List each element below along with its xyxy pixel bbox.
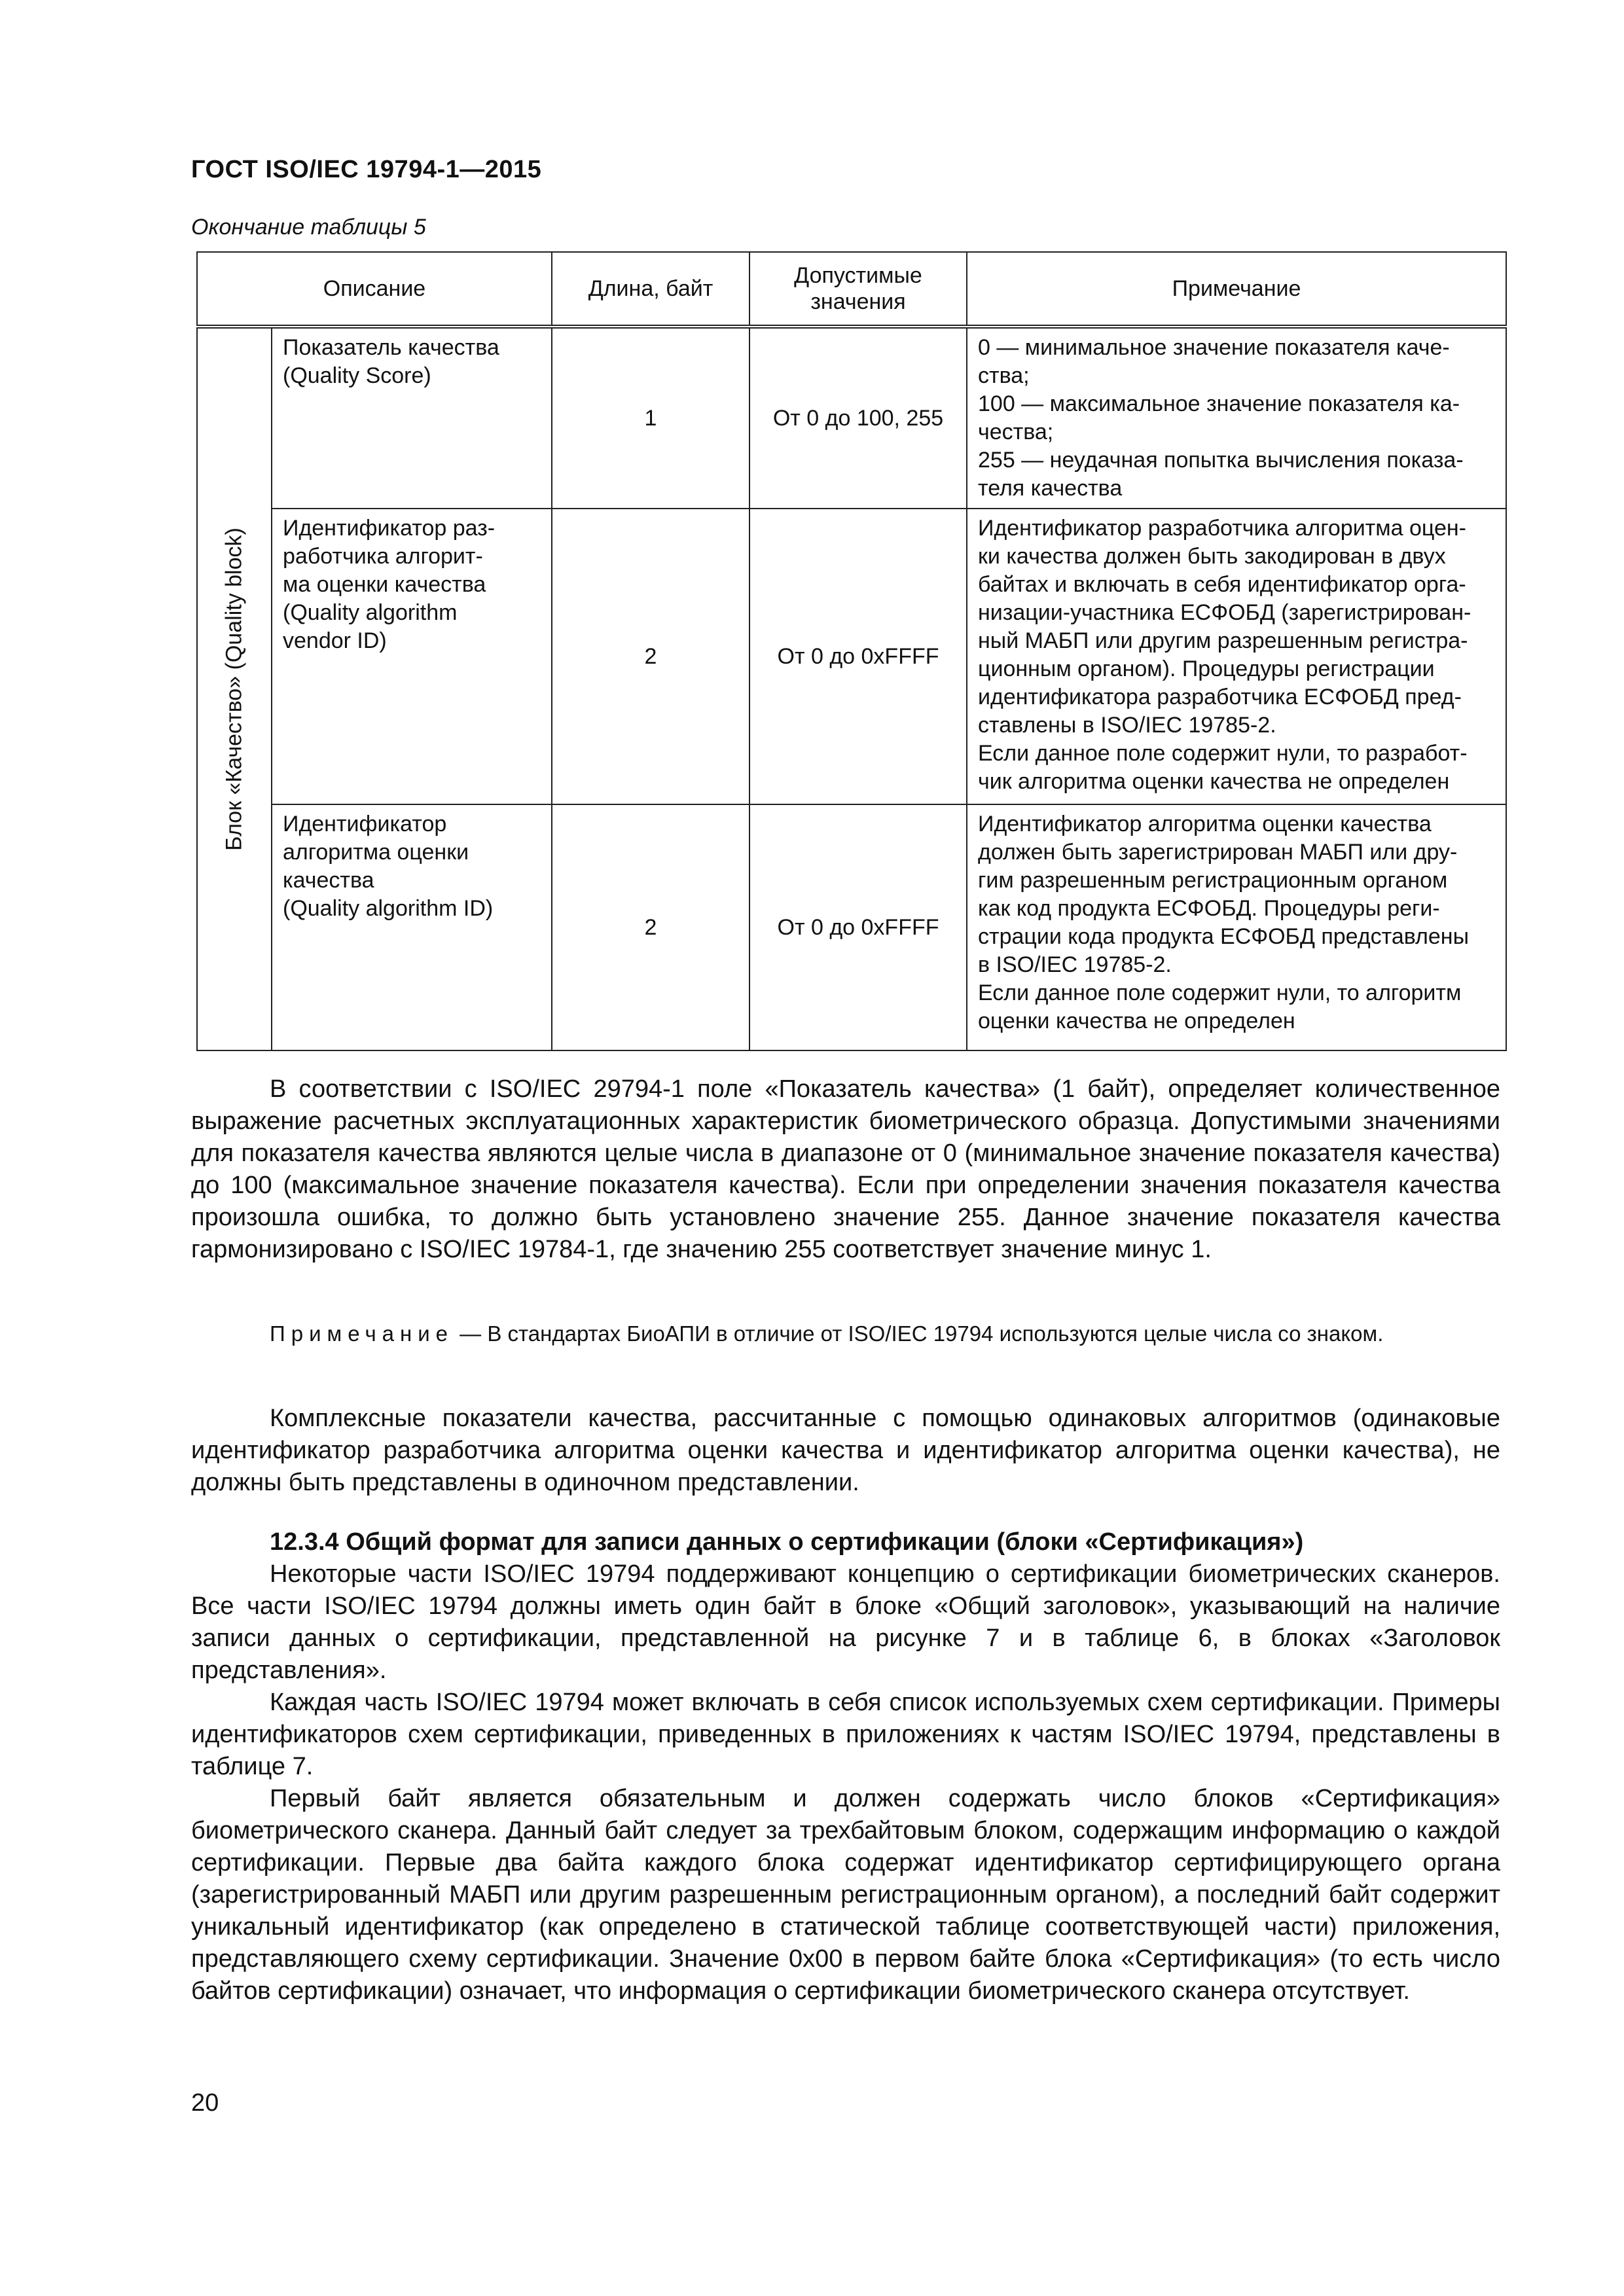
table-row [197, 804, 1506, 1050]
group-label: Блок «Качество» (Quality block) [221, 528, 247, 851]
body-paragraph: Первый байт является обязательным и должен содержать число блоков «Сертификация» биометрического сканера. Данный байт следует за трехбайтовым блоком, содержащим информацию о каждой сертификации. Первые два байта каждого блока содержат идентификатор сертифицирующего органа (зарегистрированный МАБП или другим разрешенным регистрационным органом), а последний байт содержит уникальный идентификатор (как определено в статической таблице соответствующей части) приложения, представляющего схему сертификации. Значение 0x00 в первом байте блока «Сертификация» (то есть число байтов сертификации) означает, что информация о сертификации биометрического сканера отсутствует. [191, 1785, 1500, 2005]
row-length: 2 [552, 804, 749, 1050]
document-title: ГОСТ ISO/IEC 19794-1—2015 [191, 156, 542, 183]
body-paragraph-1-wrap [191, 1073, 1500, 1266]
row-note: 0 — минимальное значение показателя каче- ства; 100 — максимальное значение показателя ка- чества; 255 — неудачная попытка вычисления показа- теля качества [967, 327, 1506, 509]
row-values: От 0 до 100, 255 [749, 327, 967, 509]
group-label-cell [197, 327, 272, 1050]
spec-table [196, 251, 1507, 1051]
section-heading: 12.3.4 Общий формат для записи данных о сертификации (блоки «Сертификация») [270, 1528, 1304, 1556]
section-block [191, 1526, 1500, 2007]
row-note: Идентификатор алгоритма оценки качества должен быть зарегистрирован МАБП или дру- гим разрешенным регистрационным органом как код продукта ЕСФОБД. Процедуры реги- страции кода продукта ЕСФОБД представлены в ISO/IEC 19785-2. Если данное поле содержит нули, то алгоритм оценки качества не определен [967, 804, 1506, 1050]
row-values: От 0 до 0xFFFF [749, 804, 967, 1050]
page-number: 20 [191, 2089, 219, 2117]
row-description: Идентификатор раз- работчика алгорит- ма оценки качества (Quality algorithm vendor ID) [272, 509, 552, 804]
row-length: 2 [552, 509, 749, 804]
row-values: От 0 до 0xFFFF [749, 509, 967, 804]
table-caption: Окончание таблицы 5 [191, 215, 426, 240]
col-header-note: Примечание [967, 252, 1506, 327]
body-paragraph: Некоторые части ISO/IEC 19794 поддерживают концепцию о сертификации биометрических сканеров. Все части ISO/IEC 19794 должны иметь один байт в блоке «Общий заголовок», указывающий на наличие записи данных о сертификации, представленной на рисунке 7 и в таблице 6, в блоках «Заголовок представления». [191, 1560, 1500, 1684]
note-block [191, 1319, 1500, 1348]
table-row [197, 509, 1506, 804]
body-paragraph-2-wrap [191, 1403, 1500, 1499]
row-length: 1 [552, 327, 749, 509]
row-description: Показатель качества (Quality Score) [272, 327, 552, 509]
body-paragraph: Каждая часть ISO/IEC 19794 может включать в себя список используемых схем сертификации. Примеры идентификаторов схем сертификации, приведенных в приложениях к частям ISO/IEC 19794, представлены в таблице 7. [191, 1689, 1500, 1780]
body-paragraph: В соответствии с ISO/IEC 29794-1 поле «Показатель качества» (1 байт), определяет количественное выражение расчетных эксплуатационных характеристик биометрического образца. Допустимыми значениями для показателя качества являются целые числа в диапазоне от 0 (минимальное значение показателя качества) до 100 (максимальное значение показателя качества). Если при определении значения показателя качества произошла ошибка, то должно быть установлено значение 255. Данное значение показателя качества гармонизировано с ISO/IEC 19784-1, где значению 255 соответствует значение минус 1. [191, 1075, 1500, 1263]
table-row [197, 327, 1506, 509]
col-header-values: Допустимые значения [749, 252, 967, 327]
col-header-length: Длина, байт [552, 252, 749, 327]
table-header-row [197, 252, 1506, 327]
row-description: Идентификатор алгоритма оценки качества (Quality algorithm ID) [272, 804, 552, 1050]
row-note: Идентификатор разработчика алгоритма оцен- ки качества должен быть закодирован в двух байтах и включать в себя идентификатор орга- низации-участника ЕСФОБД (зарегистрирован- ный МАБП или другим разрешенным регистра- ционным органом). Процедуры регистрации идентификатора разработчика ЕСФОБД пред- ставлены в ISO/IEC 19785-2. Если данное поле содержит нули, то разработ- чик алгоритма оценки качества не определен [967, 509, 1506, 804]
body-paragraph: Комплексные показатели качества, рассчитанные с помощью одинаковых алгоритмов (одинаковые идентификатор разработчика алгоритма оценки качества и идентификатор алгоритма оценки качества), не должны быть представлены в одиночном представлении. [191, 1405, 1500, 1496]
col-header-description: Описание [197, 252, 552, 327]
note-label: Примечание [270, 1321, 454, 1346]
note-text: — В стандартах БиоАПИ в отличие от ISO/IEC 19794 используются целые числа со знаком. [454, 1321, 1384, 1346]
